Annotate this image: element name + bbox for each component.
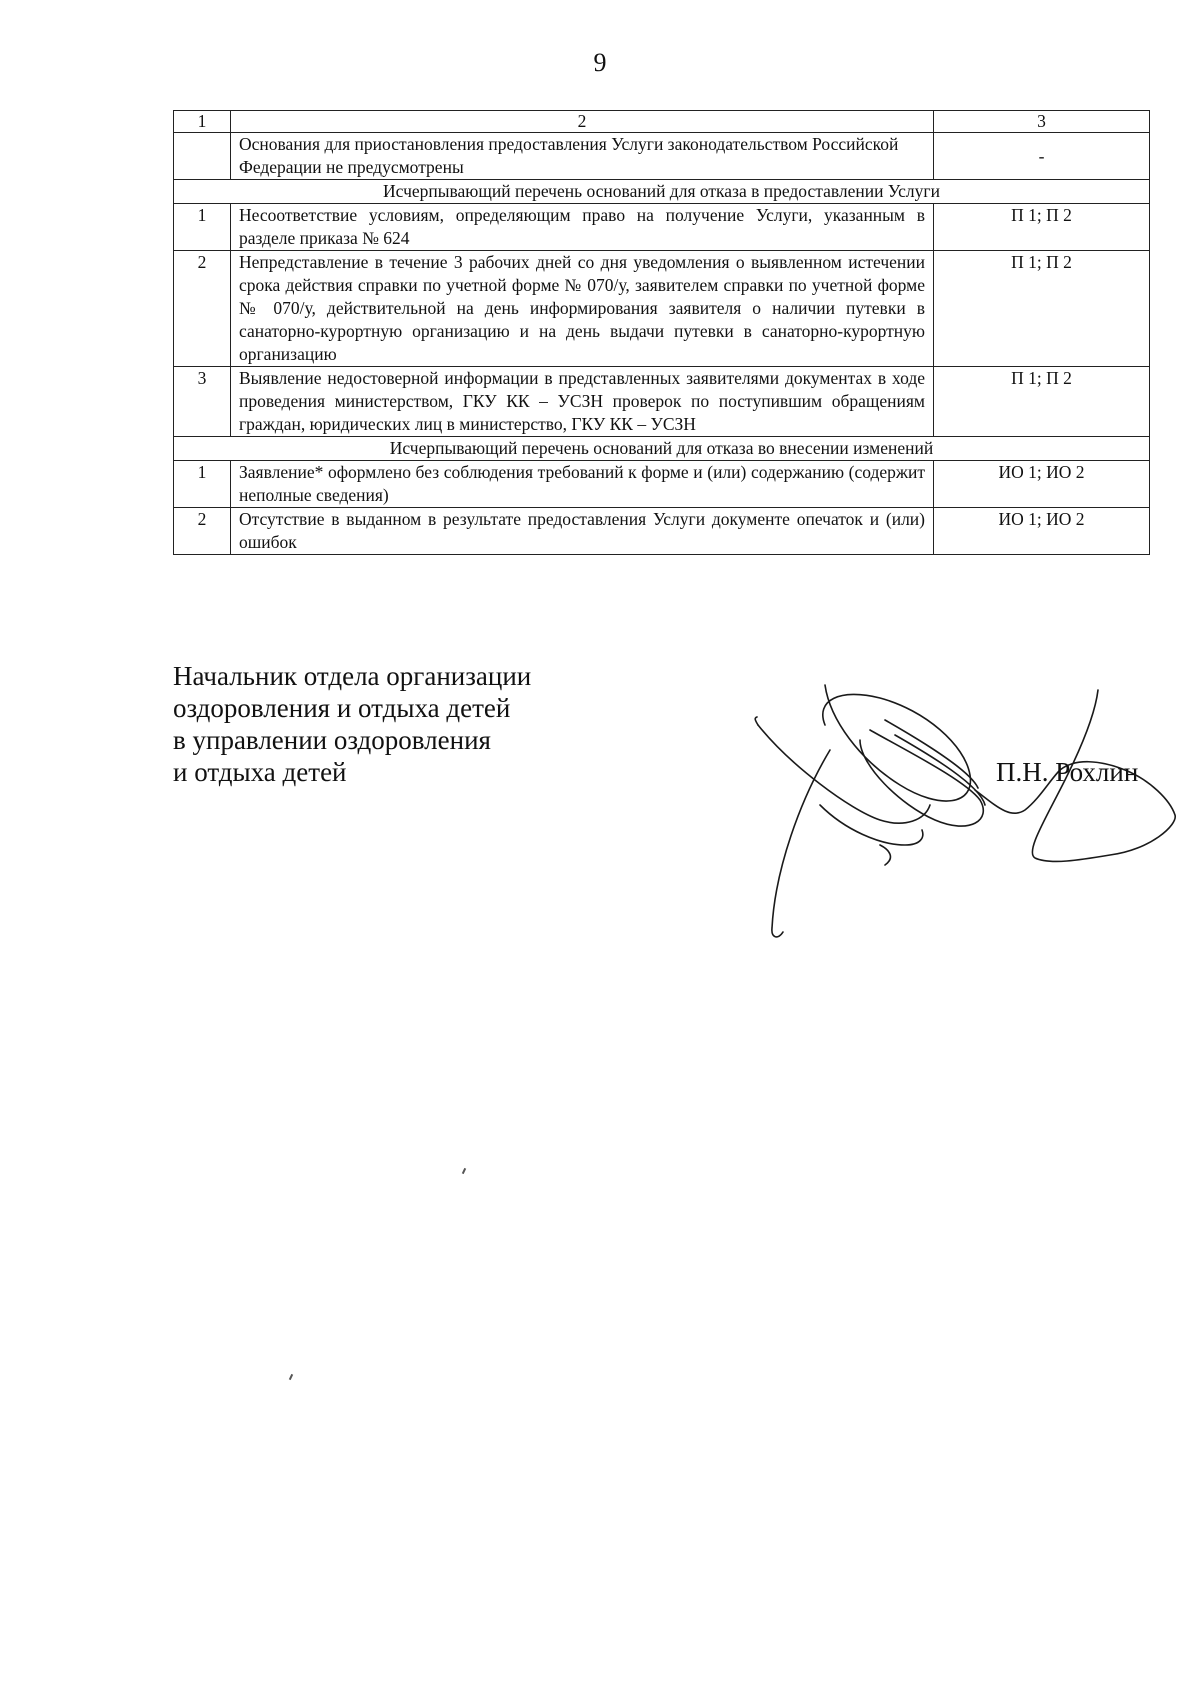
table-row xyxy=(174,251,1150,367)
row-number: 1 xyxy=(174,461,231,508)
position-line: и отдыха детей xyxy=(173,757,347,787)
row-code: П 1; П 2 xyxy=(934,251,1150,367)
row-text: Выявление недостоверной информации в представленных заявителями документах в ходе проведения министерством, ГКУ КК – УСЗН проверок по поступившим обращениям граждан, юридических лиц в министерство, ГКУ КК – УСЗН xyxy=(231,367,934,437)
row-text: Отсутствие в выданном в результате предоставления Услуги документе опечаток и (или) ошибок xyxy=(231,508,934,555)
suspension-row xyxy=(174,133,1150,180)
row-code: ИО 1; ИО 2 xyxy=(934,508,1150,555)
row-number: 3 xyxy=(174,367,231,437)
column-header-3: 3 xyxy=(934,111,1150,133)
refusal-section-title: Исчерпывающий перечень оснований для отказа в предоставлении Услуги xyxy=(174,180,1150,204)
position-line: оздоровления и отдыха детей xyxy=(173,693,511,723)
section-heading-row xyxy=(174,437,1150,461)
signer-name: П.Н. Рохлин xyxy=(996,757,1139,787)
row-code: П 1; П 2 xyxy=(934,204,1150,251)
table-row xyxy=(174,508,1150,555)
suspension-code: - xyxy=(934,133,1150,180)
row-number: 2 xyxy=(174,508,231,555)
suspension-number-cell xyxy=(174,133,231,180)
table-row xyxy=(174,204,1150,251)
table-header-row xyxy=(174,111,1150,133)
position-line: в управлении оздоровления xyxy=(173,725,491,755)
column-header-2: 2 xyxy=(231,111,934,133)
scan-speck xyxy=(462,1168,466,1174)
signer-position xyxy=(173,660,531,788)
grounds-table xyxy=(173,110,1150,555)
table-row xyxy=(174,461,1150,508)
column-header-1: 1 xyxy=(174,111,231,133)
row-text: Несоответствие условиям, определяющим право на получение Услуги, указанным в разделе приказа № 624 xyxy=(231,204,934,251)
row-text: Непредставление в течение 3 рабочих дней со дня уведомления о выявленном истечении срока действия справки по учетной форме № 070/у, заявителем справки по учетной форме № 070/у, действительной на день информирования заявителя о наличии путевки в санаторно-курортную организацию и на день выдачи путевки в санаторно-курортную организацию xyxy=(231,251,934,367)
row-number: 1 xyxy=(174,204,231,251)
row-code: П 1; П 2 xyxy=(934,367,1150,437)
scan-speck xyxy=(289,1374,293,1380)
table-row xyxy=(174,367,1150,437)
suspension-text: Основания для приостановления предоставления Услуги законодательством Российской Федерации не предусмотрены xyxy=(231,133,934,180)
row-code: ИО 1; ИО 2 xyxy=(934,461,1150,508)
row-number: 2 xyxy=(174,251,231,367)
row-text: Заявление* оформлено без соблюдения требований к форме и (или) содержанию (содержит неполные сведения) xyxy=(231,461,934,508)
changes-section-title: Исчерпывающий перечень оснований для отказа во внесении изменений xyxy=(174,437,1150,461)
section-heading-row xyxy=(174,180,1150,204)
position-line: Начальник отдела организации xyxy=(173,661,532,691)
page-number: 9 xyxy=(593,48,607,77)
handwritten-signature xyxy=(730,670,1190,960)
